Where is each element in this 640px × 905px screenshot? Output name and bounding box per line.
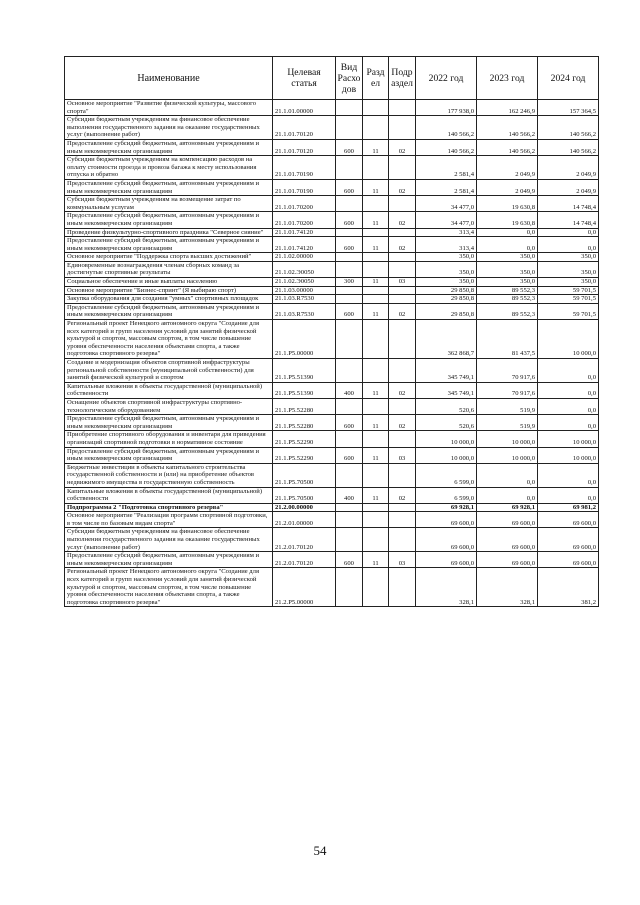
cell-name: Основное мероприятие "Развитие физической культуры, массового спорта" xyxy=(65,100,273,116)
cell-year-2023: 81 437,5 xyxy=(477,320,538,359)
cell-subsection: 03 xyxy=(389,552,416,568)
cell-target-article: 21.1.02.Э0050 xyxy=(273,278,336,287)
cell-name: Предоставление субсидий бюджетным, автономным учреждениям и иным некоммерческим организациям xyxy=(65,415,273,431)
cell-year-2023: 69 600,0 xyxy=(477,528,538,552)
cell-subsection xyxy=(389,503,416,512)
cell-year-2022: 29 850,8 xyxy=(416,303,477,319)
cell-subsection xyxy=(389,261,416,277)
cell-name: Оснащение объектов спортивной инфраструктуры спортивно-технологическим оборудованием xyxy=(65,398,273,414)
table-row xyxy=(65,286,599,295)
cell-section xyxy=(363,286,389,295)
cell-target-article: 21.1.03.R7530 xyxy=(273,295,336,304)
cell-section: 11 xyxy=(363,278,389,287)
cell-year-2024: 10 000,0 xyxy=(538,320,599,359)
cell-year-2022: 350,0 xyxy=(416,253,477,262)
cell-subsection xyxy=(389,568,416,607)
table-row xyxy=(65,179,599,195)
cell-name: Подпрограмма 2 "Подготовка спортивного резерва" xyxy=(65,503,273,512)
cell-name: Региональный проект Ненецкого автономного округа "Создание для всех категорий и групп населения условий для занятий физической культурой и спортом, массовым спортом, в том числе повышение уровня обеспеченности населения объектами спорта, а также подготовка спортивного резерва" xyxy=(65,568,273,607)
table-row xyxy=(65,196,599,212)
cell-subsection xyxy=(389,512,416,528)
table-row xyxy=(65,512,599,528)
table-row xyxy=(65,320,599,359)
cell-subsection xyxy=(389,116,416,140)
table-row xyxy=(65,503,599,512)
cell-year-2023: 70 917,6 xyxy=(477,359,538,383)
table-row xyxy=(65,528,599,552)
cell-year-2022: 34 477,0 xyxy=(416,196,477,212)
cell-year-2024: 0,0 xyxy=(538,415,599,431)
cell-target-article: 21.1.01.74120 xyxy=(273,237,336,253)
cell-year-2024: 59 701,5 xyxy=(538,286,599,295)
cell-expense-type: 400 xyxy=(336,382,363,398)
cell-year-2024: 10 000,0 xyxy=(538,431,599,447)
cell-subsection: 02 xyxy=(389,382,416,398)
cell-year-2023: 19 630,8 xyxy=(477,212,538,228)
cell-subsection xyxy=(389,253,416,262)
cell-section xyxy=(363,261,389,277)
cell-subsection xyxy=(389,196,416,212)
table-row xyxy=(65,261,599,277)
cell-name: Предоставление субсидий бюджетным, автономным учреждениям и иным некоммерческим организациям xyxy=(65,303,273,319)
cell-year-2023: 69 600,0 xyxy=(477,552,538,568)
table-row xyxy=(65,568,599,607)
cell-year-2022: 313,4 xyxy=(416,228,477,237)
cell-section: 11 xyxy=(363,415,389,431)
cell-year-2022: 29 850,8 xyxy=(416,295,477,304)
cell-year-2023: 519,9 xyxy=(477,415,538,431)
cell-section xyxy=(363,116,389,140)
cell-target-article: 21.2.00.00000 xyxy=(273,503,336,512)
table-row xyxy=(65,552,599,568)
cell-expense-type: 600 xyxy=(336,303,363,319)
header-section: Разд ел xyxy=(363,57,389,100)
cell-target-article: 21.1.P5.70500 xyxy=(273,463,336,487)
cell-target-article: 21.1.P5.52280 xyxy=(273,398,336,414)
cell-year-2024: 381,2 xyxy=(538,568,599,607)
cell-expense-type xyxy=(336,320,363,359)
header-year-2024: 2024 год xyxy=(538,57,599,100)
cell-year-2024: 140 566,2 xyxy=(538,116,599,140)
header-year-2022: 2022 год xyxy=(416,57,477,100)
cell-year-2023: 328,1 xyxy=(477,568,538,607)
cell-year-2022: 313,4 xyxy=(416,237,477,253)
cell-year-2023: 0,0 xyxy=(477,463,538,487)
cell-expense-type xyxy=(336,253,363,262)
cell-target-article: 21.1.03.00000 xyxy=(273,286,336,295)
table-row xyxy=(65,431,599,447)
table-row xyxy=(65,303,599,319)
cell-name: Капитальные вложения в объекты государственной (муниципальной) собственности xyxy=(65,487,273,503)
cell-year-2023: 350,0 xyxy=(477,278,538,287)
cell-name: Субсидии бюджетным учреждениям на финансовое обеспечение выполнения государственного задания на оказание государственных услуг (выполнение работ) xyxy=(65,528,273,552)
cell-year-2024: 69 981,2 xyxy=(538,503,599,512)
cell-year-2023: 350,0 xyxy=(477,253,538,262)
cell-name: Капитальные вложения в объекты государственной (муниципальной) собственности xyxy=(65,382,273,398)
cell-section xyxy=(363,156,389,180)
cell-year-2024: 140 566,2 xyxy=(538,139,599,155)
cell-subsection: 02 xyxy=(389,487,416,503)
cell-year-2024: 0,0 xyxy=(538,237,599,253)
cell-expense-type: 600 xyxy=(336,447,363,463)
cell-expense-type xyxy=(336,156,363,180)
cell-target-article: 21.2.01.70120 xyxy=(273,528,336,552)
cell-year-2022: 520,6 xyxy=(416,398,477,414)
cell-name: Предоставление субсидий бюджетным, автономным учреждениям и иным некоммерческим организациям xyxy=(65,179,273,195)
cell-name: Закупка оборудования для создания "умных" спортивных площадок xyxy=(65,295,273,304)
cell-year-2023: 0,0 xyxy=(477,487,538,503)
table-row xyxy=(65,382,599,398)
cell-section xyxy=(363,100,389,116)
cell-year-2022: 6 599,0 xyxy=(416,487,477,503)
cell-target-article: 21.1.P5.52280 xyxy=(273,415,336,431)
cell-name: Предоставление субсидий бюджетным, автономным учреждениям и иным некоммерческим организациям xyxy=(65,552,273,568)
cell-target-article: 21.1.01.70120 xyxy=(273,139,336,155)
cell-target-article: 21.1.01.70200 xyxy=(273,196,336,212)
cell-year-2023: 70 917,6 xyxy=(477,382,538,398)
cell-year-2024: 2 049,9 xyxy=(538,156,599,180)
cell-year-2024: 59 701,5 xyxy=(538,295,599,304)
cell-year-2024: 0,0 xyxy=(538,359,599,383)
cell-subsection: 02 xyxy=(389,237,416,253)
cell-year-2024: 14 748,4 xyxy=(538,196,599,212)
cell-expense-type: 400 xyxy=(336,487,363,503)
table-row xyxy=(65,415,599,431)
cell-expense-type: 600 xyxy=(336,139,363,155)
cell-section xyxy=(363,463,389,487)
cell-name: Предоставление субсидий бюджетным, автономным учреждениям и иным некоммерческим организациям xyxy=(65,447,273,463)
cell-year-2022: 2 581,4 xyxy=(416,156,477,180)
cell-year-2023: 69 928,1 xyxy=(477,503,538,512)
table-header-row xyxy=(65,57,599,100)
cell-expense-type xyxy=(336,359,363,383)
cell-name: Субсидии бюджетным учреждениям на финансовое обеспечение выполнения государственного задания на оказание государственных услуг (выполнение работ) xyxy=(65,116,273,140)
cell-expense-type: 600 xyxy=(336,415,363,431)
cell-subsection xyxy=(389,286,416,295)
cell-target-article: 21.1.01.70190 xyxy=(273,179,336,195)
cell-year-2023: 519,9 xyxy=(477,398,538,414)
cell-expense-type xyxy=(336,463,363,487)
cell-year-2022: 140 566,2 xyxy=(416,116,477,140)
table-row xyxy=(65,295,599,304)
cell-expense-type xyxy=(336,228,363,237)
cell-name: Субсидии бюджетным учреждениям на возмещение затрат по коммунальным услугам xyxy=(65,196,273,212)
cell-year-2024: 0,0 xyxy=(538,398,599,414)
cell-year-2023: 89 552,3 xyxy=(477,303,538,319)
cell-target-article: 21.2.P5.00000 xyxy=(273,568,336,607)
cell-section xyxy=(363,320,389,359)
cell-year-2024: 0,0 xyxy=(538,382,599,398)
cell-subsection: 02 xyxy=(389,212,416,228)
table-row xyxy=(65,487,599,503)
cell-target-article: 21.1.P5.52290 xyxy=(273,447,336,463)
table-body xyxy=(65,100,599,607)
cell-year-2023: 162 246,9 xyxy=(477,100,538,116)
cell-year-2022: 177 938,0 xyxy=(416,100,477,116)
cell-expense-type xyxy=(336,261,363,277)
cell-target-article: 21.1.01.70120 xyxy=(273,116,336,140)
cell-expense-type xyxy=(336,116,363,140)
cell-target-article: 21.2.01.70120 xyxy=(273,552,336,568)
cell-subsection xyxy=(389,320,416,359)
cell-section: 11 xyxy=(363,487,389,503)
cell-name: Субсидии бюджетным учреждениям на компенсацию расходов на оплату стоимости проезда и провоза багажа к месту использования отпуска и обратно xyxy=(65,156,273,180)
cell-expense-type xyxy=(336,286,363,295)
cell-subsection: 03 xyxy=(389,278,416,287)
cell-year-2023: 140 566,2 xyxy=(477,139,538,155)
cell-year-2022: 69 600,0 xyxy=(416,512,477,528)
cell-year-2024: 350,0 xyxy=(538,261,599,277)
cell-section: 11 xyxy=(363,382,389,398)
cell-name: Основное мероприятие "Бизнес-спринт" (Я выбираю спорт) xyxy=(65,286,273,295)
cell-name: Предоставление субсидий бюджетным, автономным учреждениям и иным некоммерческим организациям xyxy=(65,139,273,155)
cell-name: Социальное обеспечение и иные выплаты населению xyxy=(65,278,273,287)
cell-year-2022: 520,6 xyxy=(416,415,477,431)
cell-year-2024: 69 600,0 xyxy=(538,552,599,568)
cell-expense-type xyxy=(336,528,363,552)
cell-year-2023: 89 552,3 xyxy=(477,286,538,295)
cell-year-2024: 2 049,9 xyxy=(538,179,599,195)
cell-expense-type xyxy=(336,295,363,304)
cell-year-2024: 0,0 xyxy=(538,487,599,503)
cell-year-2024: 157 364,5 xyxy=(538,100,599,116)
cell-section: 11 xyxy=(363,179,389,195)
cell-year-2022: 350,0 xyxy=(416,261,477,277)
cell-section: 11 xyxy=(363,237,389,253)
header-expense-type: Вид Расхо дов xyxy=(336,57,363,100)
table-row xyxy=(65,463,599,487)
cell-subsection xyxy=(389,156,416,180)
cell-expense-type xyxy=(336,398,363,414)
cell-name: Основное мероприятие "Реализация программ спортивной подготовки, в том числе по базовым видам спорта" xyxy=(65,512,273,528)
cell-year-2022: 29 850,8 xyxy=(416,286,477,295)
header-year-2023: 2023 год xyxy=(477,57,538,100)
cell-target-article: 21.1.01.70200 xyxy=(273,212,336,228)
cell-year-2023: 140 566,2 xyxy=(477,116,538,140)
cell-year-2022: 140 566,2 xyxy=(416,139,477,155)
cell-name: Предоставление субсидий бюджетным, автономным учреждениям и иным некоммерческим организациям xyxy=(65,237,273,253)
cell-section xyxy=(363,512,389,528)
cell-year-2022: 328,1 xyxy=(416,568,477,607)
cell-year-2022: 69 928,1 xyxy=(416,503,477,512)
cell-year-2024: 0,0 xyxy=(538,228,599,237)
cell-year-2024: 350,0 xyxy=(538,253,599,262)
table-row xyxy=(65,447,599,463)
cell-expense-type xyxy=(336,503,363,512)
table-row xyxy=(65,398,599,414)
cell-expense-type xyxy=(336,431,363,447)
cell-year-2023: 89 552,3 xyxy=(477,295,538,304)
page-number: 54 xyxy=(313,843,327,858)
table-row xyxy=(65,237,599,253)
cell-year-2024: 10 000,0 xyxy=(538,447,599,463)
cell-target-article: 21.1.P5.52290 xyxy=(273,431,336,447)
cell-target-article: 21.1.P5.51390 xyxy=(273,382,336,398)
cell-name: Проведение физкультурно-спортивного праздника "Северное сияние" xyxy=(65,228,273,237)
cell-year-2023: 0,0 xyxy=(477,237,538,253)
cell-section xyxy=(363,503,389,512)
cell-subsection xyxy=(389,295,416,304)
cell-target-article: 21.1.01.74120 xyxy=(273,228,336,237)
cell-expense-type xyxy=(336,196,363,212)
cell-section xyxy=(363,359,389,383)
cell-section xyxy=(363,398,389,414)
table-row xyxy=(65,212,599,228)
cell-subsection xyxy=(389,398,416,414)
cell-year-2022: 34 477,0 xyxy=(416,212,477,228)
cell-year-2023: 2 049,9 xyxy=(477,156,538,180)
cell-name: Основное мероприятие "Поддержка спорта высших достижений" xyxy=(65,253,273,262)
cell-subsection: 02 xyxy=(389,303,416,319)
cell-target-article: 21.1.02.00000 xyxy=(273,253,336,262)
table-row xyxy=(65,116,599,140)
cell-expense-type: 600 xyxy=(336,552,363,568)
cell-expense-type: 600 xyxy=(336,212,363,228)
header-subsection: Подр аздел xyxy=(389,57,416,100)
cell-section xyxy=(363,228,389,237)
cell-target-article: 21.1.P5.70500 xyxy=(273,487,336,503)
cell-subsection xyxy=(389,463,416,487)
cell-section xyxy=(363,431,389,447)
cell-subsection: 02 xyxy=(389,139,416,155)
table-row xyxy=(65,278,599,287)
header-target-article: Целевая статья xyxy=(273,57,336,100)
cell-section xyxy=(363,568,389,607)
cell-subsection xyxy=(389,528,416,552)
cell-subsection: 02 xyxy=(389,179,416,195)
header-name: Наименование xyxy=(65,57,273,100)
cell-section: 11 xyxy=(363,303,389,319)
cell-year-2022: 10 000,0 xyxy=(416,447,477,463)
table-row xyxy=(65,139,599,155)
cell-expense-type: 600 xyxy=(336,179,363,195)
cell-year-2022: 362 868,7 xyxy=(416,320,477,359)
cell-year-2022: 345 749,1 xyxy=(416,359,477,383)
cell-name: Единовременные вознаграждения членам сборных команд за достигнутые спортивные результаты xyxy=(65,261,273,277)
cell-target-article: 21.2.01.00000 xyxy=(273,512,336,528)
table-row xyxy=(65,156,599,180)
cell-name: Бюджетные инвестиции в объекты капитального строительства государственной собственности и (или) на приобретение объектов недвижимого имущества в государственную собственность xyxy=(65,463,273,487)
cell-year-2024: 69 600,0 xyxy=(538,512,599,528)
cell-year-2024: 69 600,0 xyxy=(538,528,599,552)
cell-target-article: 21.1.03.R7530 xyxy=(273,303,336,319)
cell-year-2024: 14 748,4 xyxy=(538,212,599,228)
cell-subsection: 02 xyxy=(389,415,416,431)
cell-year-2023: 10 000,0 xyxy=(477,447,538,463)
cell-subsection xyxy=(389,431,416,447)
cell-year-2023: 2 049,9 xyxy=(477,179,538,195)
cell-year-2022: 345 749,1 xyxy=(416,382,477,398)
cell-expense-type xyxy=(336,568,363,607)
table-row xyxy=(65,359,599,383)
cell-target-article: 21.1.02.Э0050 xyxy=(273,261,336,277)
cell-year-2022: 69 600,0 xyxy=(416,552,477,568)
cell-year-2023: 350,0 xyxy=(477,261,538,277)
cell-section xyxy=(363,528,389,552)
cell-target-article: 21.1.01.00000 xyxy=(273,100,336,116)
table-row xyxy=(65,228,599,237)
cell-year-2022: 6 599,0 xyxy=(416,463,477,487)
cell-year-2022: 350,0 xyxy=(416,278,477,287)
cell-expense-type xyxy=(336,100,363,116)
cell-section xyxy=(363,295,389,304)
cell-subsection xyxy=(389,228,416,237)
cell-target-article: 21.1.01.70190 xyxy=(273,156,336,180)
cell-section: 11 xyxy=(363,212,389,228)
cell-expense-type xyxy=(336,512,363,528)
cell-expense-type: 600 xyxy=(336,237,363,253)
cell-subsection: 03 xyxy=(389,447,416,463)
cell-name: Региональный проект Ненецкого автономного округа "Создание для всех категорий и групп населения условий для занятий физической культурой и спортом, массовым спортом, в том числе повышение уровня обеспеченности населения объектами спорта, а также подготовка спортивного резерва" xyxy=(65,320,273,359)
cell-section xyxy=(363,253,389,262)
cell-name: Приобретение спортивного оборудования и инвентаря для приведения организаций спортивной подготовки в нормативное состояние xyxy=(65,431,273,447)
cell-name: Создание и модернизация объектов спортивной инфраструктуры региональной собственности (муниципальной собственности) для занятий физической культурой и спортом xyxy=(65,359,273,383)
cell-year-2023: 69 600,0 xyxy=(477,512,538,528)
cell-section: 11 xyxy=(363,552,389,568)
cell-section xyxy=(363,196,389,212)
cell-year-2024: 350,0 xyxy=(538,278,599,287)
cell-target-article: 21.1.P5.00000 xyxy=(273,320,336,359)
cell-expense-type: 300 xyxy=(336,278,363,287)
cell-section: 11 xyxy=(363,139,389,155)
cell-section: 11 xyxy=(363,447,389,463)
cell-name: Предоставление субсидий бюджетным, автономным учреждениям и иным некоммерческим организациям xyxy=(65,212,273,228)
cell-year-2022: 69 600,0 xyxy=(416,528,477,552)
cell-subsection xyxy=(389,359,416,383)
cell-year-2024: 0,0 xyxy=(538,463,599,487)
cell-year-2022: 10 000,0 xyxy=(416,431,477,447)
cell-year-2024: 59 701,5 xyxy=(538,303,599,319)
cell-subsection xyxy=(389,100,416,116)
cell-year-2023: 0,0 xyxy=(477,228,538,237)
cell-year-2022: 2 581,4 xyxy=(416,179,477,195)
cell-target-article: 21.1.P5.51390 xyxy=(273,359,336,383)
budget-table xyxy=(64,56,599,607)
table-row xyxy=(65,100,599,116)
cell-year-2023: 19 630,8 xyxy=(477,196,538,212)
table-row xyxy=(65,253,599,262)
cell-year-2023: 10 000,0 xyxy=(477,431,538,447)
